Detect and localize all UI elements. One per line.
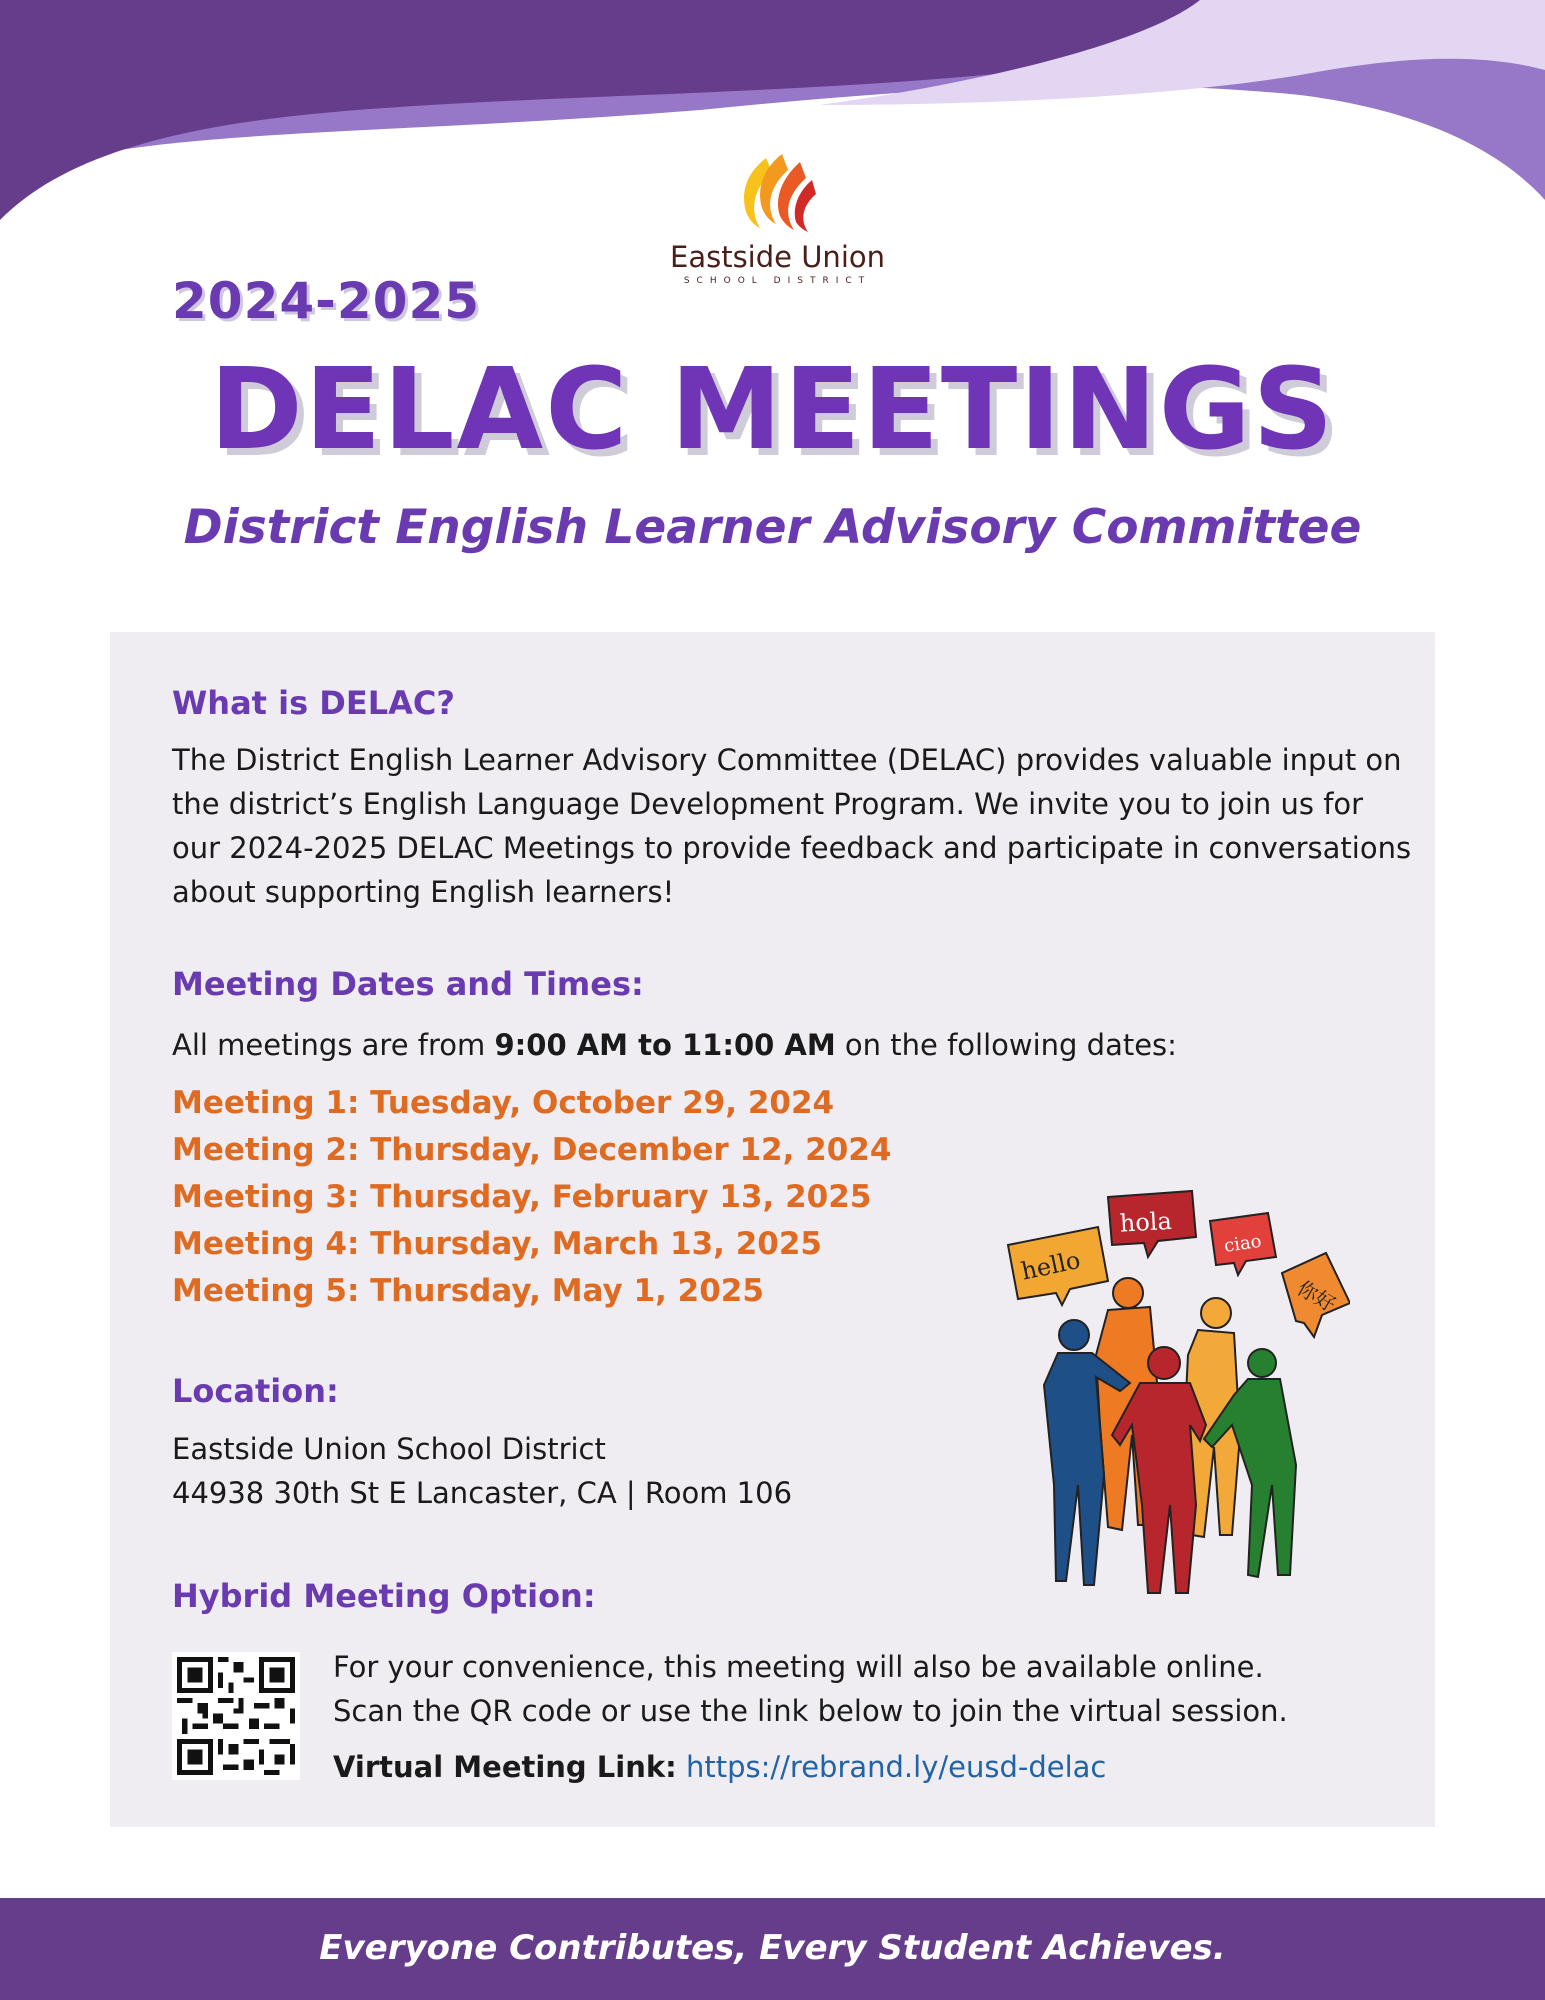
district-logo [655, 150, 900, 286]
dates-heading: Meeting Dates and Times: [172, 965, 644, 1003]
location-line-1: Eastside Union School District [172, 1432, 606, 1466]
what-body: The District English Learner Advisory Committee (DELAC) provides valuable input on the district’s English Language Development Program. We invite you to join us for our 2024-2025 DELAC Meetings to provide feedback and participate in conversations about supporting English learners! [172, 743, 1412, 909]
hybrid-line-1: For your convenience, this meeting will also be available online. [333, 1650, 1264, 1684]
speech-bubble-hola [1108, 1191, 1196, 1257]
location-address [172, 1427, 792, 1515]
footer-tagline: Everyone Contributes, Every Student Achieves. [319, 1928, 1226, 1968]
virtual-link-label: Virtual Meeting Link: [333, 1750, 677, 1784]
nihao-text: 你好 [1293, 1275, 1340, 1317]
meeting-item: Meeting 3: Thursday, February 13, 2025 [172, 1179, 872, 1215]
people-talking-illustration [1000, 1185, 1350, 1595]
logo-subtitle: SCHOOL DISTRICT [683, 276, 872, 286]
virtual-meeting-link-row [333, 1750, 1106, 1784]
dates-intro-after: on the following dates: [835, 1028, 1177, 1062]
hybrid-heading: Hybrid Meeting Option: [172, 1577, 596, 1615]
hybrid-body [333, 1645, 1433, 1733]
flame-logo-icon [738, 150, 818, 235]
dates-intro-before: All meetings are from [172, 1028, 495, 1062]
meeting-item: Meeting 5: Thursday, May 1, 2025 [172, 1273, 764, 1309]
location-heading: Location: [172, 1372, 339, 1410]
meeting-item: Meeting 2: Thursday, December 12, 2024 [172, 1132, 892, 1168]
virtual-meeting-link[interactable]: https://rebrand.ly/eusd-delac [685, 1750, 1107, 1784]
meeting-item: Meeting 1: Tuesday, October 29, 2024 [172, 1085, 835, 1121]
ciao-text: ciao [1222, 1230, 1263, 1257]
meeting-time: 9:00 AM to 11:00 AM [494, 1028, 836, 1062]
what-heading: What is DELAC? [172, 684, 455, 722]
logo-name: Eastside Union [670, 240, 885, 274]
hola-text: hola [1119, 1206, 1173, 1238]
meeting-item: Meeting 4: Thursday, March 13, 2025 [172, 1226, 822, 1262]
dates-intro [172, 1023, 1177, 1067]
hybrid-line-2: Scan the QR code or use the link below to join the virtual session. [333, 1694, 1288, 1728]
qr-code[interactable] [172, 1652, 300, 1780]
meeting-list [172, 1085, 891, 1320]
speech-bubble-ciao [1210, 1213, 1276, 1275]
year-label: 2024-2025 [172, 272, 481, 330]
speech-bubble-nihao [1282, 1253, 1350, 1337]
speech-bubble-hello [1008, 1227, 1108, 1305]
hello-text: hello [1018, 1245, 1083, 1286]
page-title: DELAC MEETINGS [209, 345, 1336, 475]
location-line-2: 44938 30th St E Lancaster, CA | Room 106 [172, 1476, 793, 1510]
page-subtitle: District English Learner Advisory Committee [183, 500, 1362, 555]
